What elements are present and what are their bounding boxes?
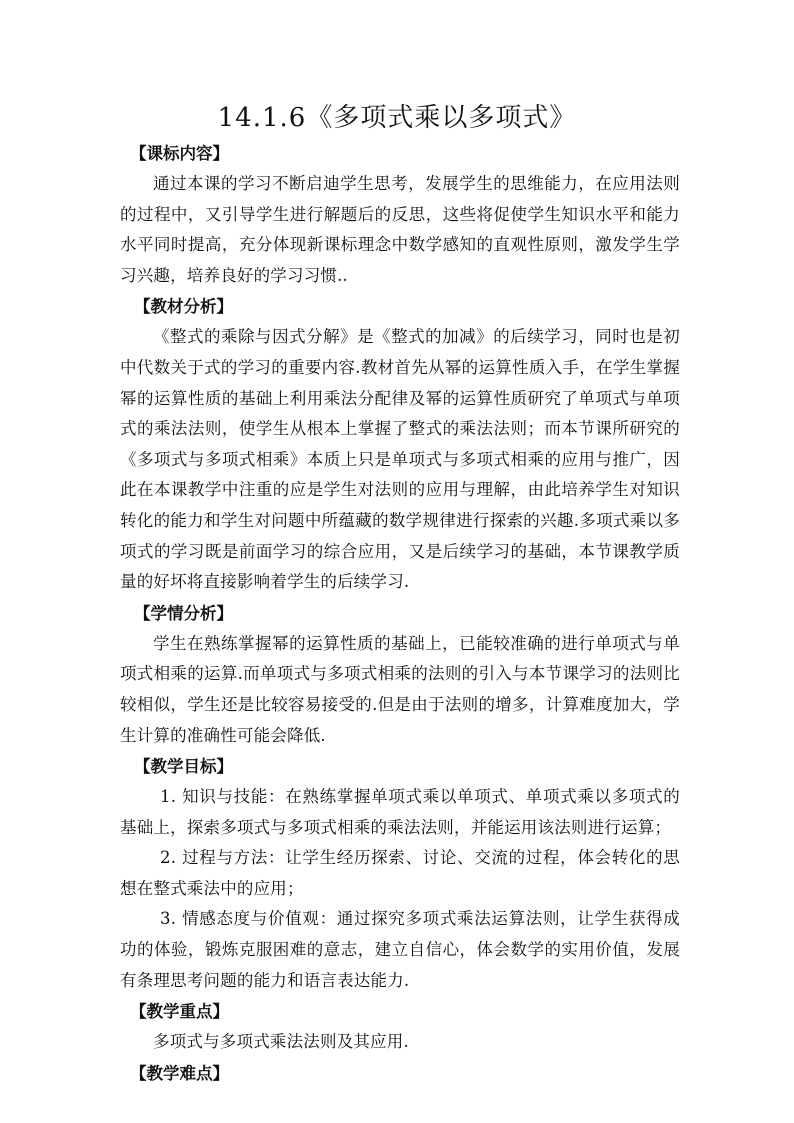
section-heading-difficulties: 【教学难点】	[130, 1063, 229, 1083]
paragraph-goal-process: 2. 过程与方法：让学生经历探索、讨论、交流的过程，体会转化的思想在整式乘法中的应用；	[120, 848, 680, 898]
section-heading-key-points: 【教学重点】	[130, 1002, 229, 1022]
section-heading-textbook-analysis: 【教材分析】	[134, 297, 233, 317]
paragraph-goal-attitude: 3. 情感态度与价值观：通过探究多项式乘法运算法则，让学生获得成功的体验，锻炼克服困难的意志，建立自信心，体会数学的实用价值，发展有条理思考问题的能力和语言表达能力.	[120, 909, 680, 990]
paragraph-textbook-analysis: 《整式的乘除与因式分解》是《整式的加减》的后续学习，同时也是初中代数关于式的学习的重要内容.教材首先从幂的运算性质入手，在学生掌握幂的运算性质的基础上利用乘法分配律及幂的运算性质研究了单项式与单项式的乘法法则，使学生从根本上掌握了整式的乘法法则；而本节课所研究的《多项式与多项式相乘》本质上只是单项式与多项式相乘的应用与推广，因此在本课教学中注重的应是学生对法则的应用与理解，由此培养学生对知识转化的能力和学生对问题中所蕴藏的数学规律进行探索的兴趣.多项式乘以多项式的学习既是前面学习的综合应用，又是后续学习的基础，本节课教学质量的好坏将直接影响着学生的后续学习.	[120, 327, 680, 592]
paragraph-key-points: 多项式与多项式乘法法则及其应用.	[153, 1032, 409, 1052]
section-heading-student-analysis: 【学情分析】	[134, 603, 233, 623]
section-heading-curriculum: 【课标内容】	[130, 144, 229, 163]
paragraph-goal-knowledge: 1. 知识与技能：在熟练掌握单项式乘以单项式、单项式乘以多项式的基础上，探索多项式与多项式相乘的乘法法则，并能运用该法则进行运算；	[120, 787, 680, 837]
paragraph-curriculum: 通过本课的学习不断启迪学生思考，发展学生的思维能力，在应用法则的过程中，又引导学生进行解题后的反思，这些将促使学生知识水平和能力水平同时提高，充分体现新课标理念中数学感知的直观性原则，激发学生学习兴趣，培养良好的学习习惯..	[120, 174, 680, 285]
document-body	[120, 138, 680, 1089]
section-heading-teaching-goals: 【教学目标】	[134, 757, 233, 777]
paragraph-student-analysis: 学生在熟练掌握幂的运算性质的基础上，已能较准确的进行单项式与单项式相乘的运算.而单项式与多项式相乘的法则的引入与本节课学习的法则比较相似，学生还是比较容易接受的.但是由于法则的增多，计算难度加大，学生计算的准确性可能会降低.	[120, 633, 680, 745]
page-title: 14.1.6《多项式乘以多项式》	[217, 103, 577, 133]
